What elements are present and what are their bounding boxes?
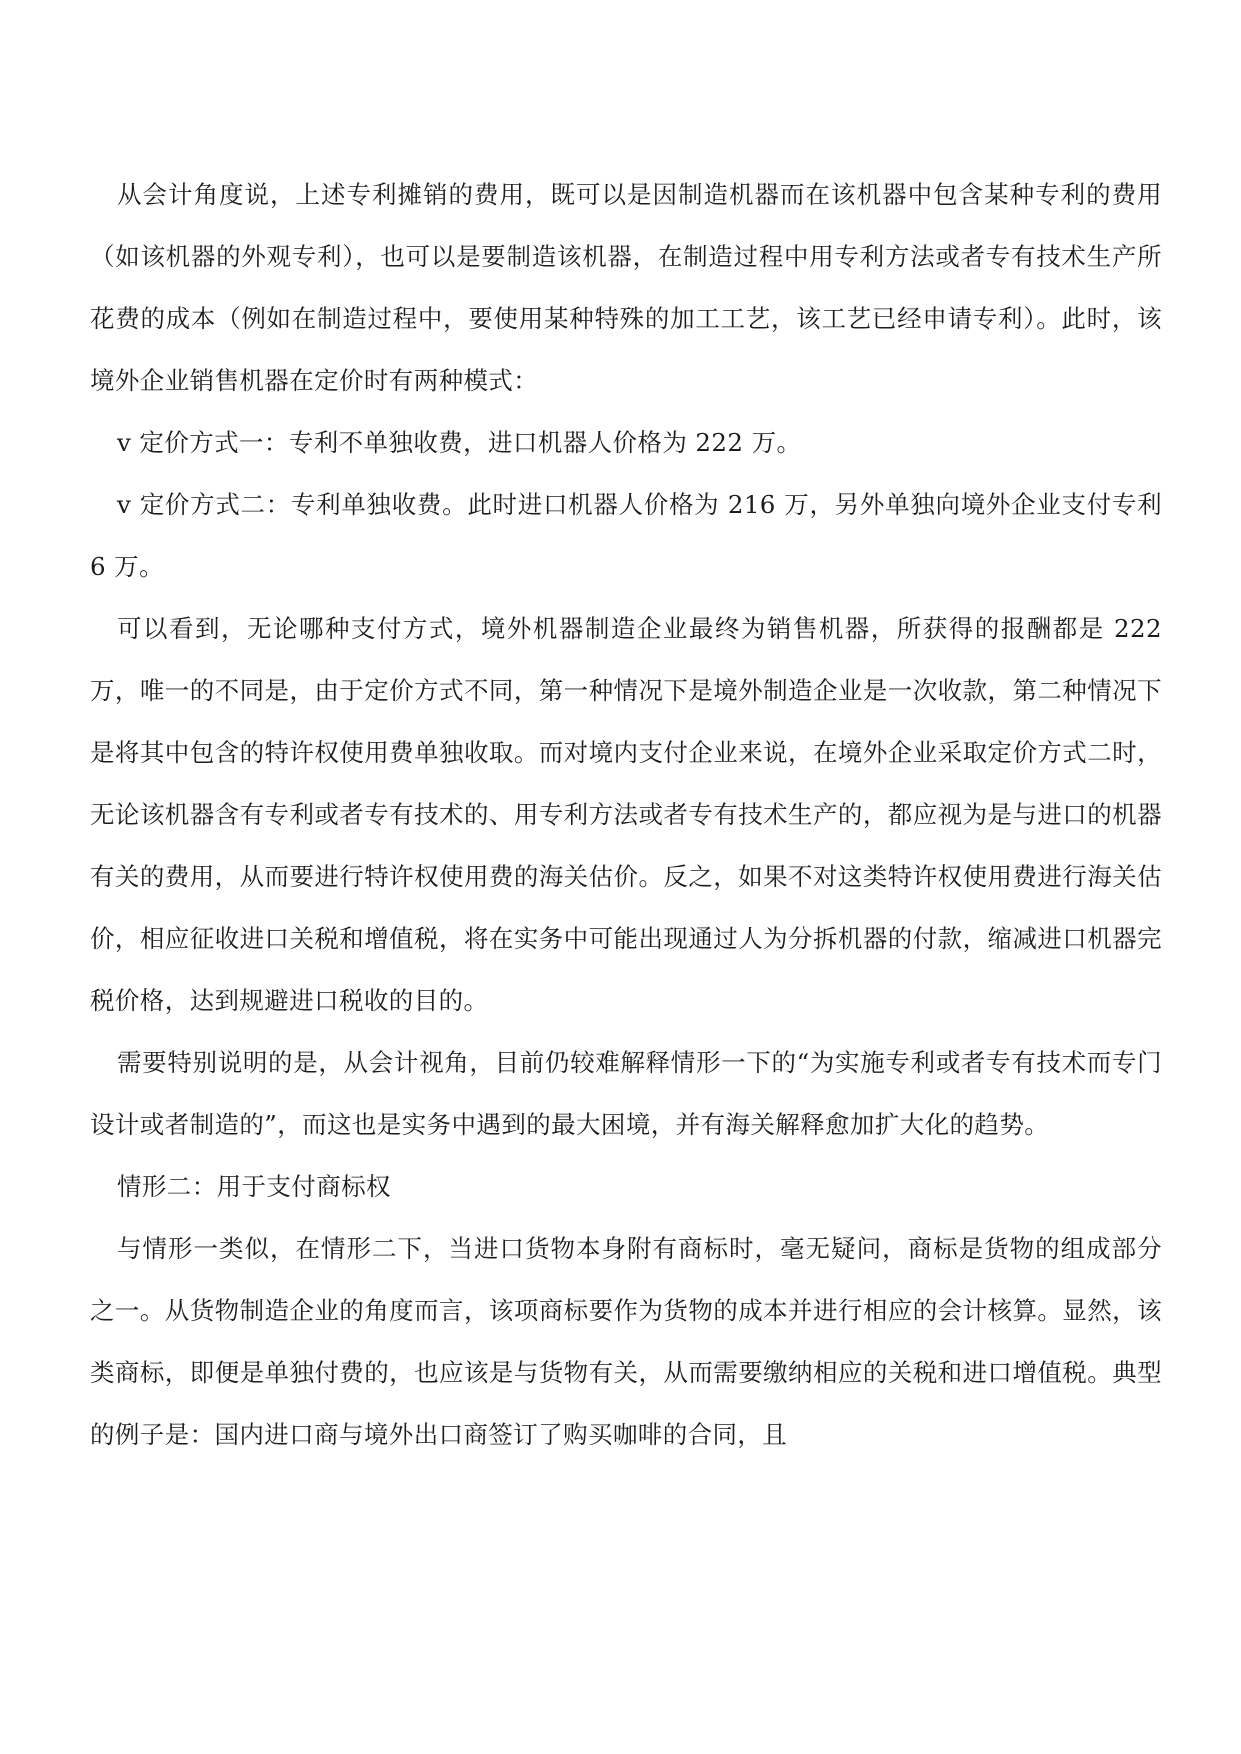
document-body: [90, 164, 1162, 1466]
section-heading-trademark: 情形二：用于支付商标权: [117, 1172, 391, 1201]
paragraph-special-note: 需要特别说明的是，从会计视角，目前仍较难解释情形一下的“为实施专利或者专有技术而专门设计或者制造的”，而这也是实务中遇到的最大困境，并有海关解释愈加扩大化的趋势。: [90, 1048, 1162, 1139]
paragraph-pricing-method-one: v 定价方式一：专利不单独收费，进口机器人价格为 222 万。: [117, 428, 802, 457]
paragraph-pricing-method-two: v 定价方式二：专利单独收费。此时进口机器人价格为 216 万，另外单独向境外企业支付专利 6 万。: [90, 490, 1162, 581]
paragraph-trademark: 与情形一类似，在情形二下，当进口货物本身附有商标时，毫无疑问，商标是货物的组成部分之一。从货物制造企业的角度而言，该项商标要作为货物的成本并进行相应的会计核算。显然，该类商标，即便是单独付费的，也应该是与货物有关，从而需要缴纳相应的关税和进口增值税。典型的例子是：国内进口商与境外出口商签订了购买咖啡的合同，且: [90, 1234, 1162, 1449]
paragraph-accounting-perspective: 从会计角度说，上述专利摊销的费用，既可以是因制造机器而在该机器中包含某种专利的费用（如该机器的外观专利），也可以是要制造该机器，在制造过程中用专利方法或者专有技术生产所花费的成本（例如在制造过程中，要使用某种特殊的加工工艺，该工艺已经申请专利）。此时，该境外企业销售机器在定价时有两种模式：: [90, 180, 1162, 395]
paragraph-analysis: 可以看到，无论哪种支付方式，境外机器制造企业最终为销售机器，所获得的报酬都是 222 万，唯一的不同是，由于定价方式不同，第一种情况下是境外制造企业是一次收款，第二种情况下是将其中包含的特许权使用费单独收取。而对境内支付企业来说，在境外企业采取定价方式二时，无论该机器含有专利或者专有技术的、用专利方法或者专有技术生产的，都应视为是与进口的机器有关的费用，从而要进行特许权使用费的海关估价。反之，如果不对这类特许权使用费进行海关估价，相应征收进口关税和增值税，将在实务中可能出现通过人为分拆机器的付款，缩减进口机器完税价格，达到规避进口税收的目的。: [90, 614, 1162, 1015]
